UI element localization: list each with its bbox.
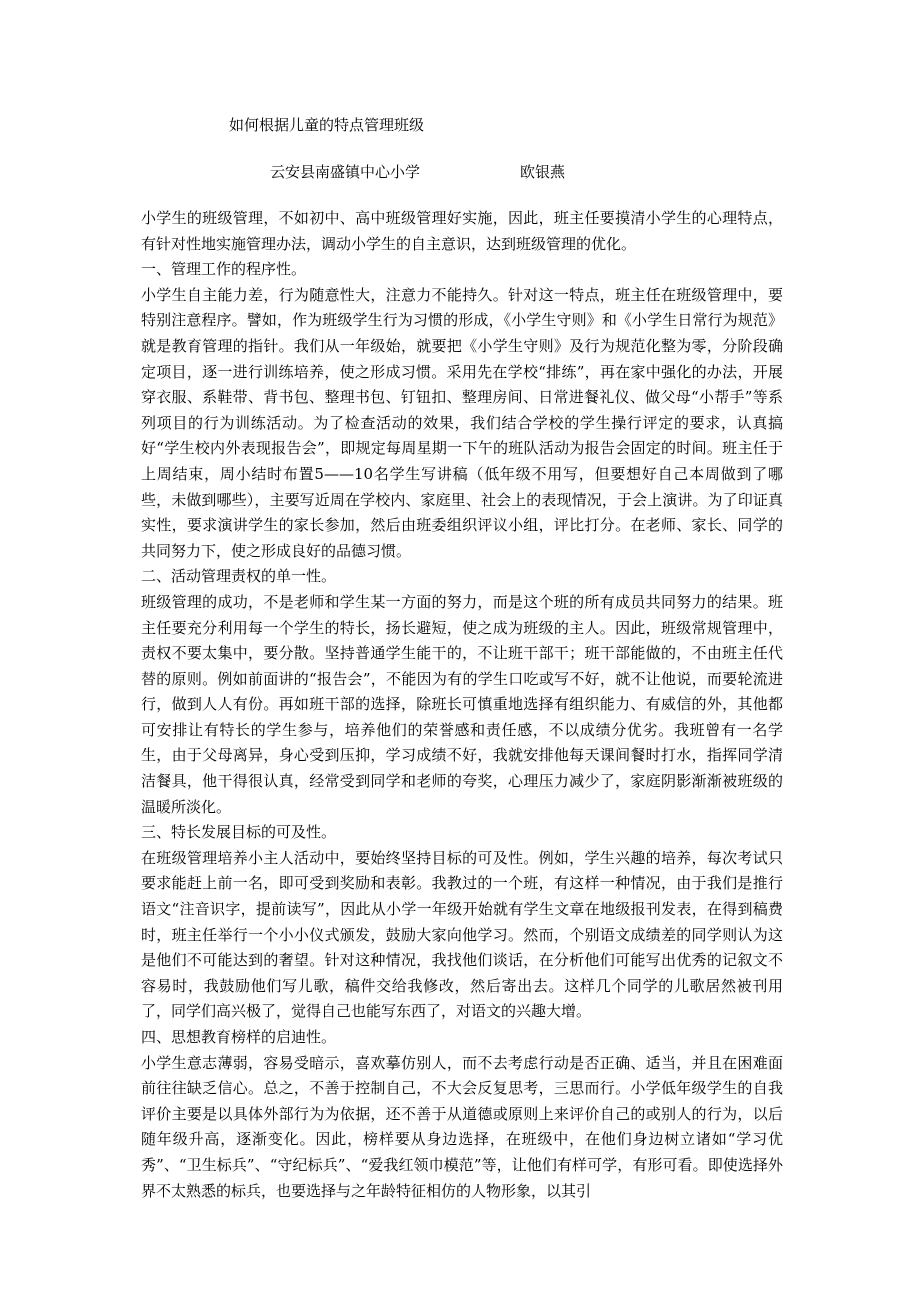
body-paragraph: 班级管理的成功，不是老师和学生某一方面的努力，而是这个班的所有成员共同努力的结果。班主任要充分利用每一个学生的特长，扬长避短，使之成为班级的主人。因此，班级常规管理中，责权不要太集中，要分散。坚持普通学生能干的，不让班干部干；班干部能做的，不由班主任代替的原则。例如前面讲的“报告会”，不能因为有的学生口吃或写不好，就不让他说，而要轮流进行，做到人人有份。再如班干部的选择，除班长可慎重地选择有组织能力、有威信的外，其他都可安排让有特长的学生参与，培养他们的荣誉感和责任感，不以成绩分优劣。我班曾有一名学生，由于父母离异，身心受到压抑，学习成绩不好，我就安排他每天课间餐时打水，指挥同学清洁餐具，他干得很认真，经常受到同学和老师的夸奖，心理压力减少了，家庭阴影渐渐被班级的温暖所淡化。 xyxy=(141,592,783,816)
author-name: 欧银燕 xyxy=(520,163,566,181)
section-heading-1: 一、管理工作的程序性。 xyxy=(141,260,307,279)
body-paragraph: 小学生意志薄弱，容易受暗示，喜欢摹仿别人，而不去考虑行动是否正确、适当，并且在困难面前往往缺乏信心。总之，不善于控制自己，不大会反复思考，三思而行。小学低年级学生的自我评价主要是以具体外部行为为依据，还不善于从道德或原则上来评价自己的或别人的行为，以后随年级升高，逐渐变化。因此，榜样要从身边选择，在班级中，在他们身边树立诸如“学习优秀”、“卫生标兵”、“守纪标兵”、“爱我红领巾模范”等，让他们有样可学，有形可看。即使选择外界不太熟悉的标兵，也要选择与之年龄特征相仿的人物形象，以其引 xyxy=(141,1053,783,1200)
author-line xyxy=(270,161,565,183)
body-paragraph: 小学生自主能力差，行为随意性大，注意力不能持久。针对这一特点，班主任在班级管理中，要特别注意程序。譬如，作为班级学生行为习惯的形成，《小学生守则》和《小学生日常行为规范》就是教育管理的指针。我们从一年级始，就要把《小学生守则》及行为规范化整为零，分阶段确定项目，逐一进行训练培养，使之形成习惯。采用先在学校“排练”，再在家中强化的办法，开展穿衣服、系鞋带、背书包、整理书包、钉钮扣、整理房间、日常进餐礼仪、做父母“小帮手”等系列项目的行为训练活动。为了检查活动的效果，我们结合学校的学生操行评定的要求，认真搞好“学生校内外表现报告会”，即规定每周星期一下午的班队活动为报告会固定的时间。班主任于上周结束，周小结时布置5——10名学生写讲稿（低年级不用写，但要想好自己本周做到了哪些，未做到哪些），主要写近周在学校内、家庭里、社会上的表现情况，于会上演讲。为了印证真实性，要求演讲学生的家长参加，然后由班委组织评议小组，评比打分。在老师、家长、同学的共同努力下，使之形成良好的品德习惯。 xyxy=(141,285,783,560)
intro-paragraph: 小学生的班级管理，不如初中、高中班级管理好实施，因此，班主任要摸清小学生的心理特点，有针对性地实施管理办法，调动小学生的自主意识，达到班级管理的优化。 xyxy=(141,209,783,253)
body-paragraph: 在班级管理培养小主人活动中，要始终坚持目标的可及性。例如，学生兴趣的培养，每次考试只要求能赶上前一名，即可受到奖励和表彰。我教过的一个班，有这样一种情况，由于我们是推行语文“注音识字，提前读写”，因此从小学一年级开始就有学生文章在地级报刊发表，在得到稿费时，班主任举行一个小小仪式颁发，鼓励大家向他学习。然而，个别语文成绩差的同学则认为这是他们不可能达到的奢望。针对这种情况，我找他们谈话，在分析他们可能写出优秀的记叙文不容易时，我鼓励他们写儿歌，稿件交给我修改，然后寄出去。这样几个同学的儿歌居然被刊用了，同学们高兴极了，觉得自己也能写东西了，对语文的兴趣大增。 xyxy=(141,848,783,1021)
school-name: 云安县南盛镇中心小学 xyxy=(270,163,421,181)
document-body xyxy=(141,206,783,1204)
section-heading-3: 三、特长发展目标的可及性。 xyxy=(141,823,337,842)
document-title: 如何根据儿童的特点管理班级 xyxy=(229,116,425,134)
section-heading-2: 二、活动管理责权的单一性。 xyxy=(141,567,337,586)
section-heading-4: 四、思想教育榜样的启迪性。 xyxy=(141,1028,337,1046)
